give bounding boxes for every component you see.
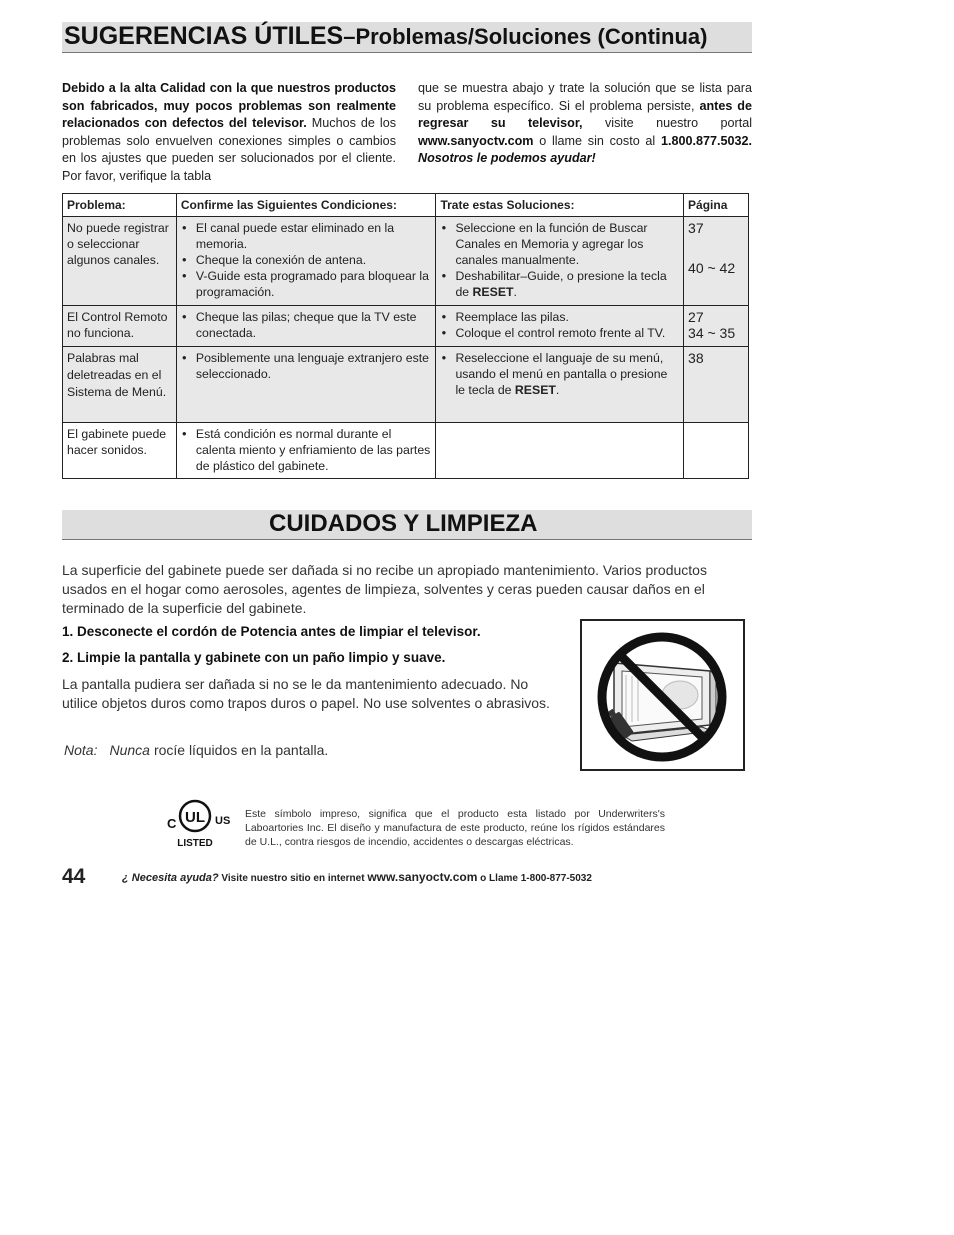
solutions-cell bbox=[436, 306, 684, 347]
section-title: CUIDADOS Y LIMPIEZA bbox=[269, 510, 538, 537]
website-link[interactable]: www.sanyoctv.com bbox=[367, 870, 478, 884]
care-paragraph: La superficie del gabinete puede ser dañada si no recibe un apropiado mantenimiento. Varios productos usados en el hogar como aerosoles, agentes de limpieza, solventes y ceras pueden causar daños en el terminado de la superficie del gabinete. bbox=[62, 562, 707, 616]
column-header: Página bbox=[684, 194, 749, 217]
care-step-2: 2. Limpie la pantalla y gabinete con un paño limpio y suave. bbox=[62, 650, 446, 665]
help-footer: ¿ Necesita ayuda? Visite nuestro sitio en internet www.sanyoctv.com o Llame 1-800-877-5032 bbox=[122, 870, 592, 884]
ul-listed-logo bbox=[165, 797, 235, 856]
list-item: ● Reemplace las pilas. bbox=[452, 309, 679, 325]
intro-left-column bbox=[62, 80, 396, 185]
svg-text:UL: UL bbox=[185, 809, 205, 826]
conditions-cell bbox=[176, 347, 436, 423]
care-step-1: 1. Desconecte el cordón de Potencia antes de limpiar el televisor. bbox=[62, 624, 481, 639]
list-item: ● V-Guide esta programado para bloquear la programación. bbox=[193, 268, 432, 300]
page-ref: 40 ~ 42 bbox=[688, 260, 736, 276]
svg-text:US: US bbox=[215, 815, 231, 827]
list-item: ● Deshabilitar–Guide, o presione la tecla de RESET. bbox=[452, 268, 679, 300]
list-item: ● Cheque las pilas; cheque que la TV este conectada. bbox=[193, 309, 432, 341]
problem-cell: El Control Remoto no funciona. bbox=[63, 306, 177, 347]
care-note: Nota: Nunca rocíe líquidos en la pantalla. bbox=[64, 742, 329, 758]
table-row bbox=[63, 347, 749, 423]
solutions-cell bbox=[436, 423, 684, 479]
care-paragraph: La pantalla pudiera ser dañada si no se le da mantenimiento adecuado. No utilice objetos duros como trapos duros o papel. No use solventes o abrasivos. bbox=[62, 676, 550, 711]
table-row bbox=[63, 423, 749, 479]
ul-description: Este símbolo impreso, significa que el producto esta listado por Underwriters's Laboartories Inc. El diseño y manufactura de este producto, reúne los rígidos estándares de U.L., contra riesgos de incendio, accidentes o descargas eléctricas. bbox=[245, 808, 665, 848]
svg-text:LISTED: LISTED bbox=[177, 838, 213, 849]
conditions-cell bbox=[176, 306, 436, 347]
page-number: 44 bbox=[62, 865, 86, 888]
list-item: ● Seleccione en la función de Buscar Canales en Memoria y agregar los canales manualmente. bbox=[452, 220, 679, 268]
no-spray-tv-icon bbox=[580, 619, 745, 771]
table-row bbox=[63, 217, 749, 306]
list-item: ● Coloque el control remoto frente al TV. bbox=[452, 325, 679, 341]
page-cell bbox=[684, 347, 749, 423]
list-item: ● Reseleccione el languaje de su menú, usando el menú en pantalla o presione le tecla de RESET. bbox=[452, 350, 679, 398]
page-cell bbox=[684, 306, 749, 347]
page-cell bbox=[684, 423, 749, 479]
table-row bbox=[63, 306, 749, 347]
list-item: ● Cheque la conexión de antena. bbox=[193, 252, 432, 268]
page-ref: 34 ~ 35 bbox=[688, 325, 736, 341]
page-cell bbox=[684, 217, 749, 306]
table-header-row bbox=[63, 194, 749, 217]
page-ref: 27 bbox=[688, 309, 704, 325]
intro-bold-lead: Debido a la alta Calidad con la que nuestros productos son fabricados, muy pocos problemas son realmente relacionados con defectos del televisor. bbox=[62, 81, 396, 130]
intro-left-text: Muchos de los problemas solo envuelven conexiones simples o cambios en los ajustes que pueden ser solucionados por el cliente. Por favor, verifique la tabla bbox=[62, 116, 397, 183]
svg-text:C: C bbox=[167, 816, 177, 831]
problem-cell: Palabras mal deletreadas en el Sistema de Menú. bbox=[63, 347, 177, 423]
column-header: Confirme las Siguientes Condiciones: bbox=[176, 194, 436, 217]
website-link[interactable]: www.sanyoctv.com bbox=[418, 133, 534, 148]
list-item: ● Está condición es normal durante el calenta miento y enfriamiento de las partes de plástico del gabinete. bbox=[193, 426, 432, 474]
list-item: ● Posiblemente una lenguaje extranjero este seleccionado. bbox=[193, 350, 432, 382]
column-header: Trate estas Soluciones: bbox=[436, 194, 684, 217]
no-spray-tv-icon bbox=[582, 621, 743, 769]
conditions-cell bbox=[176, 217, 436, 306]
solutions-cell bbox=[436, 347, 684, 423]
conditions-cell bbox=[176, 423, 436, 479]
ul-listed-logo bbox=[165, 797, 235, 851]
solutions-cell bbox=[436, 217, 684, 306]
column-header: Problema: bbox=[63, 194, 177, 217]
section-header-troubleshooting bbox=[62, 22, 752, 53]
problem-cell: No puede registrar o seleccionar algunos canales. bbox=[63, 217, 177, 306]
list-item: ● El canal puede estar eliminado en la memoria. bbox=[193, 220, 432, 252]
page-ref: 37 bbox=[688, 220, 704, 236]
page-ref: 38 bbox=[688, 350, 704, 366]
problem-cell: El gabinete puede hacer sonidos. bbox=[63, 423, 177, 479]
section-header-care bbox=[62, 510, 752, 540]
phone-number: 1.800.877.5032. bbox=[660, 133, 753, 148]
intro-right-column: que se muestra abajo y trate la solución que se lista para su problema específico. Si el problema persiste, antes de regresar su televisor, visite nuestro portal www.sanyoctv.com o llame sin costo al 1.800.877.5032. Nosotros le podemos ayudar! bbox=[418, 81, 753, 165]
page-title: SUGERENCIAS ÚTILES–Problemas/Soluciones (Continua) bbox=[64, 22, 708, 50]
troubleshooting-table bbox=[62, 193, 749, 479]
